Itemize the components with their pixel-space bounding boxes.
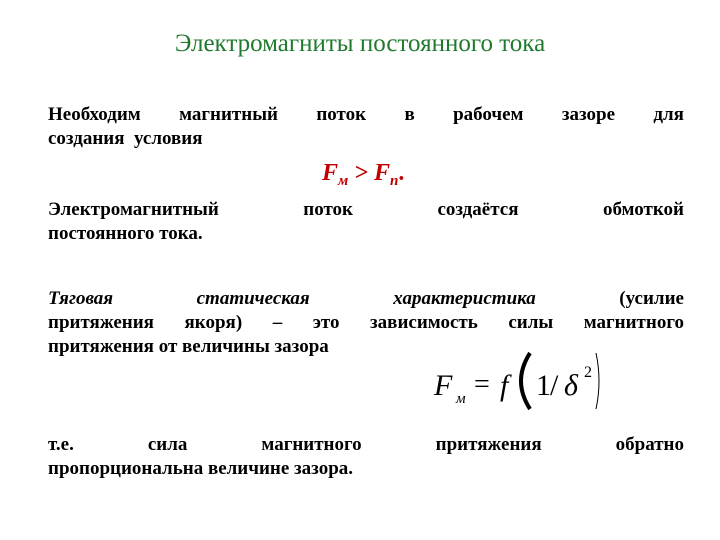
- paragraph-winding: [48, 198, 684, 246]
- word: обмоткой: [602, 199, 684, 220]
- word: для: [653, 104, 684, 125]
- formula-delta: δ: [564, 369, 578, 402]
- word: Тяговая: [48, 288, 114, 309]
- slide-title: Электромагниты постоянного тока: [174, 30, 546, 57]
- word: магнитного: [261, 434, 362, 455]
- word: характеристика: [393, 288, 536, 309]
- word: в: [404, 104, 415, 125]
- formula-equals: =: [474, 369, 490, 400]
- word: зазоре: [561, 104, 616, 125]
- word: это: [312, 312, 340, 333]
- force-formula: [430, 345, 602, 413]
- word: магнитного: [583, 312, 684, 333]
- right-paren-icon: [596, 353, 599, 409]
- condition-operator: >: [348, 160, 374, 186]
- word: статическая: [196, 288, 310, 309]
- word: –: [272, 312, 283, 333]
- word: Электромагнитный: [48, 199, 219, 220]
- word: рабочем: [453, 104, 524, 125]
- paragraph-line: [48, 287, 684, 311]
- formula-numerator: 1: [536, 369, 551, 402]
- force-condition: [322, 160, 404, 190]
- paragraph-line: [48, 103, 684, 127]
- condition-rhs-sub: п: [390, 173, 399, 189]
- word: силы: [508, 312, 554, 333]
- formula-slash: /: [550, 369, 559, 402]
- word: притяжения: [435, 434, 542, 455]
- word: т.е.: [48, 434, 74, 455]
- formula-lhs: F: [434, 369, 453, 402]
- paragraph-line: [48, 198, 684, 222]
- word: обратно: [615, 434, 684, 455]
- condition-rhs: F: [373, 160, 390, 186]
- formula-func: f: [500, 369, 509, 402]
- paragraph-line: [48, 433, 684, 457]
- word: поток: [316, 104, 367, 125]
- paragraph-line: притяжения от величины зазора: [48, 336, 329, 357]
- word: Необходим: [48, 104, 141, 125]
- left-paren-icon: [521, 353, 530, 409]
- word: поток: [303, 199, 354, 220]
- word: (усилие: [619, 288, 684, 309]
- formula-svg: [430, 345, 602, 413]
- paragraph-line: создания условия: [48, 128, 203, 149]
- formula-lhs-sub: м: [456, 391, 466, 407]
- paragraph-line: [48, 311, 684, 335]
- condition-lhs-sub: м: [338, 173, 349, 189]
- word: создаётся: [437, 199, 519, 220]
- word: сила: [147, 434, 188, 455]
- word: зависимость: [370, 312, 478, 333]
- paragraph-line: постоянного тока.: [48, 223, 203, 244]
- paragraph-necessity: [48, 103, 684, 151]
- word: якоря): [184, 312, 243, 333]
- paragraph-conclusion: [48, 433, 684, 481]
- word: магнитный: [179, 104, 278, 125]
- word: притяжения: [48, 312, 154, 333]
- formula-exponent: 2: [584, 364, 592, 381]
- condition-end: .: [398, 160, 405, 186]
- condition-lhs: F: [322, 160, 339, 186]
- paragraph-line: пропорциональна величине зазора.: [48, 458, 354, 479]
